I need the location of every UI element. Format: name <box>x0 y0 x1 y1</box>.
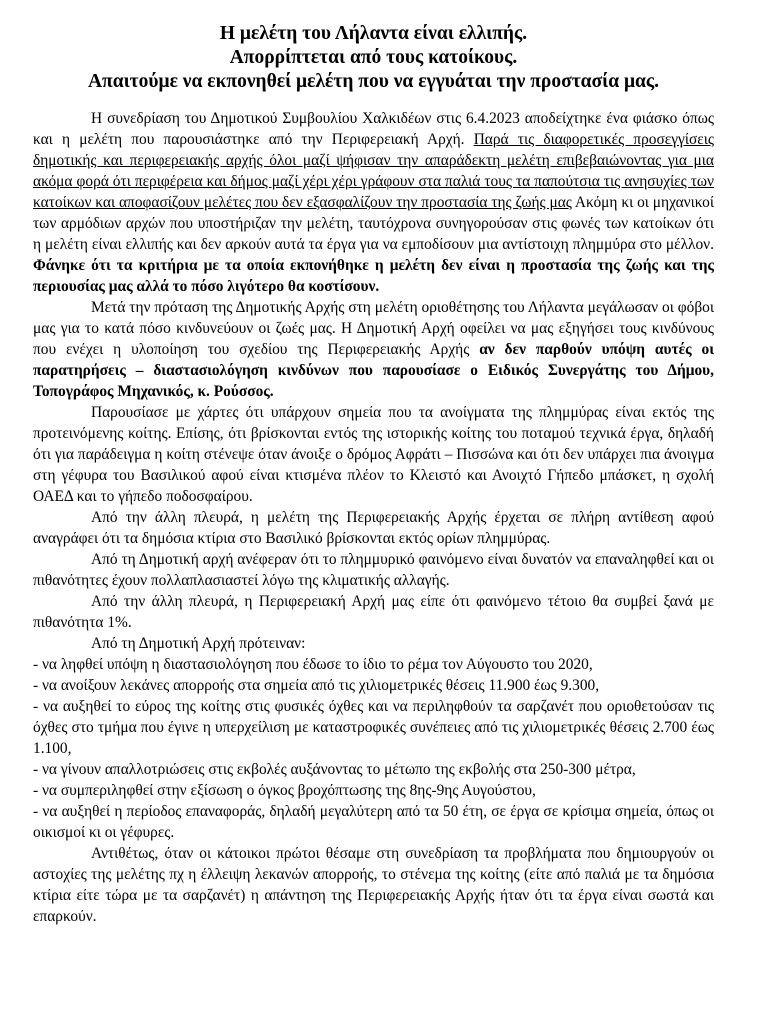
document-body <box>33 108 714 927</box>
paragraph-2-bold: αν δεν παρθούν υπόψη αυτές οι παρατηρήσεις – διαστασιολόγηση κινδύνων που παρουσίασε ο Ειδικός Συνεργάτης του Δήμου, Τοπογράφος Μηχανικός, κ. Ρούσσος. <box>33 341 714 400</box>
paragraph-2 <box>33 297 714 402</box>
paragraph-2-text: Μετά την πρόταση της Δημοτικής Αρχής στη μελέτη οριοθέτησης του Λήλαντα μεγάλωσαν οι φόβοι μας για το κατά πόσο κινδυνεύουν οι ζωές μας. Η Δημοτική Αρχή οφείλει να μας εξηγήσει τους κινδύνους που ενέχει η υλοποίηση του σχεδίου της Περιφερειακής Αρχής <box>33 299 714 358</box>
list-item: - να αυξηθεί η περίοδος επαναφοράς, δηλαδή μεγαλύτερη από τα 50 έτη, σε έργα σε κρίσιμα σημεία, όπως οι οικισμοί κι οι γέφυρες. <box>33 803 714 841</box>
title-line-2: Απορρίπτεται από τους κατοίκους. <box>229 47 518 68</box>
list-item: - να ληφθεί υπόψη η διαστασιολόγηση που έδωσε το ίδιο το ρέμα τον Αύγουστο του 2020, <box>33 656 593 673</box>
paragraph-6: Από την άλλη πλευρά, η Περιφερειακή Αρχή μας είπε ότι φαινόμενο τέτοιο θα συμβεί ξανά με πιθανότητα 1%. <box>33 593 714 631</box>
paragraph-4: Από την άλλη πλευρά, η μελέτη της Περιφερειακής Αρχής έρχεται σε πλήρη αντίθεση αφού αναγράφει ότι τα δημόσια κτίρια στο Βασιλικό βρίσκονται εκτός ορίων πλημμύρας. <box>33 509 714 547</box>
paragraph-7: Από τη Δημοτική Αρχή πρότειναν: <box>91 635 306 652</box>
document-title <box>33 22 714 94</box>
paragraph-1-middle: Ακόμη κι οι μηχανικοί των αρμόδιων αρχών που υποστήριζαν την μελέτη, ταυτόχρονα συνηγορούσαν στις φωνές των κατοίκων ότι η μελέτη είναι ελλιπής και δεν αρκούν αυτά τα έργα για να εμποδίσουν μια αντίστοιχη πλημμύρα στο μέλλον. <box>33 194 715 253</box>
title-line-3: Απαιτούμε να εκπονηθεί μελέτη που να εγγυάται την προστασία μας. <box>87 71 660 92</box>
paragraph-5: Από τη Δημοτική αρχή ανέφεραν ότι το πλημμυρικό φαινόμενο είναι δυνατόν να επαναληφθεί και οι πιθανότητες έχουν πολλαπλασιαστεί λόγω της κλιματικής αλλαγής. <box>33 551 714 589</box>
list-item: - να αυξηθεί το εύρος της κοίτης στις φυσικές όχθες και να περιληφθούν τα σαρζανέτ που οριοθετούσαν τις όχθες στο τμήμα που έγινε η υπερχείλιση με καταστροφικές συνέπειες από τις χιλιομετρικές θέσεις 2.700 έως 1.100, <box>33 698 714 757</box>
title-line-1: Η μελέτη του Λήλαντα είναι ελλιπής. <box>219 23 528 44</box>
paragraph-1-intro: Η συνεδρίαση του Δημοτικού Συμβουλίου Χαλκιδέων στις 6.4.2023 αποδείχτηκε ένα φιάσκο όπως και η μελέτη που παρουσιάστηκε από την Περιφερειακή Αρχή. <box>33 110 714 148</box>
list-item: - να συμπεριληφθεί στην εξίσωση ο όγκος βροχόπτωσης της 8ης-9ης Αυγούστου, <box>33 782 536 799</box>
paragraph-1-underlined: Παρά τις διαφορετικές προσεγγίσεις δημοτικής και περιφερειακής αρχής όλοι μαζί ψήφισαν την απαράδεκτη μελέτη επιβεβαιώνοντας για μια ακόμα φορά ότι περιφέρεια και δήμος μαζί χέρι χέρι γράφουν στα παλιά τους τα παπούτσια τις ανησυχίες των κατοίκων και αποφασίζουν μελέτες που δεν εξασφαλίζουν την προστασία της ζωής μας <box>33 131 714 211</box>
proposal-list <box>33 654 714 843</box>
list-item: - να γίνουν απαλλοτριώσεις στις εκβολές αυξάνοντας το μέτωπο της εκβολής στα 250-300 μέτρα, <box>33 761 636 778</box>
list-item: - να ανοίξουν λεκάνες απορροής στα σημεία από τις χιλιομετρικές θέσεις 11.900 έως 9.300, <box>33 677 600 694</box>
paragraph-8: Αντιθέτως, όταν οι κάτοικοι πρώτοι θέσαμε στη συνεδρίαση τα προβλήματα που δημιουργούν οι αστοχίες της μελέτης πχ η έλλειψη λεκανών απορροής, το στένεμα της κοίτης (είτε από παλιά με τα δημόσια κτίρια είτε τώρα με τα σαρζανέτ) η απάντηση της Περιφερειακής Αρχής ήταν ότι τα έργα είναι σωστά και επαρκούν. <box>33 845 714 925</box>
paragraph-3: Παρουσίασε με χάρτες ότι υπάρχουν σημεία που τα ανοίγματα της πλημμύρας είναι εκτός της προτεινόμενης κοίτης. Επίσης, ότι βρίσκονται εντός της ιστορικής κοίτης του ποταμού τεχνικά έργα, δηλαδή ότι για παράδειγμα η κοίτη στένεψε όταν άνοιξε ο δρόμος Αφράτι – Πισσώνα και ότι δεν υπάρχει πια άνοιγμα στη γέφυρα του Βασιλικού αφού είναι κτισμένα πλέον το Κλειστό και Ανοιχτό Γήπεδο μπάσκετ, η σχολή ΟΑΕΔ και το γήπεδο ποδοσφαίρου. <box>33 404 714 505</box>
paragraph-1 <box>33 108 714 297</box>
paragraph-1-bold: Φάνηκε ότι τα κριτήρια με τα οποία εκπονήθηκε η μελέτη δεν είναι η προστασία της ζωής και της περιουσίας μας αλλά το πόσο λιγότερο θα κοστίσουν. <box>33 257 714 295</box>
